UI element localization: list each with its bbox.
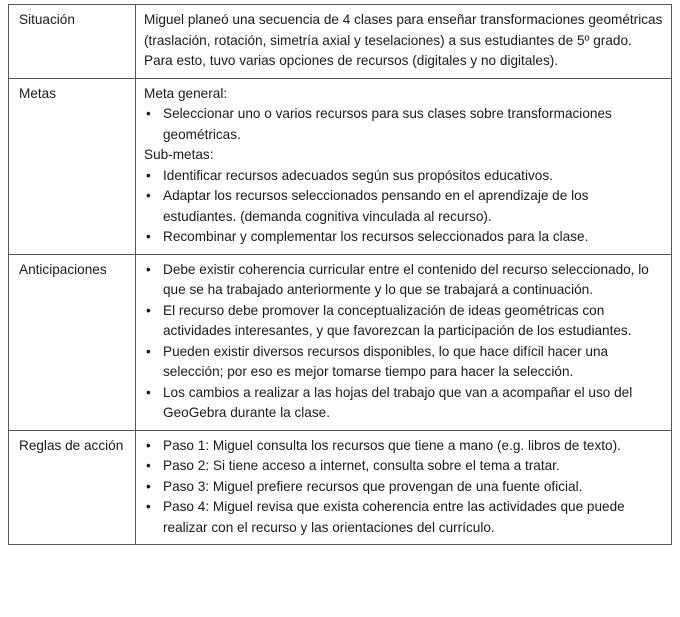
list-item bbox=[144, 497, 665, 538]
bullet-icon: • bbox=[146, 458, 151, 473]
bullet-icon: • bbox=[146, 343, 151, 359]
bullet-icon: • bbox=[146, 106, 151, 121]
list-item bbox=[144, 436, 665, 457]
list-item-text: El recurso debe promover la conceptualización de ideas geométricas con actividades interesantes, y que favorezcan la participación de los estudiantes. bbox=[163, 302, 632, 338]
row-label: Reglas de acción bbox=[9, 430, 136, 545]
list-item-text: Paso 1: Miguel consulta los recursos que tiene a mano (e.g. libros de texto). bbox=[163, 437, 621, 453]
general-goal-heading: Meta general: bbox=[144, 85, 228, 101]
list-item bbox=[144, 477, 665, 498]
table-row-situacion bbox=[9, 5, 672, 79]
row-content bbox=[136, 78, 672, 254]
list-item-text: Identificar recursos adecuados según sus propósitos educativos. bbox=[163, 167, 553, 183]
action-rules-list bbox=[144, 436, 665, 539]
list-item-text: Los cambios a realizar a las hojas del trabajo que van a acompañar el uso del GeoGebra durante la clase. bbox=[163, 384, 633, 420]
bullet-icon: • bbox=[146, 229, 151, 244]
row-label: Anticipaciones bbox=[9, 254, 136, 430]
bullet-icon: • bbox=[146, 261, 151, 277]
list-item-text: Debe existir coherencia curricular entre el contenido del recurso seleccionado, lo que se ha trabajado anteriormente y lo que se trabajará a continuación. bbox=[163, 261, 649, 297]
list-item bbox=[144, 260, 665, 301]
list-item-text: Paso 4: Miguel revisa que exista coherencia entre las actividades que puede realizar con el recurso y las orientaciones del currículo. bbox=[163, 499, 625, 535]
list-item-text: Pueden existir diversos recursos disponibles, lo que hace difícil hacer una selección; por eso es mejor tomarse tiempo para hacer la selección. bbox=[163, 343, 609, 379]
table-row-metas bbox=[9, 78, 672, 254]
bullet-icon: • bbox=[146, 188, 151, 203]
table-row-anticipaciones bbox=[9, 254, 672, 430]
list-item-text: Paso 2: Si tiene acceso a internet, consulta sobre el tema a tratar. bbox=[163, 458, 560, 473]
anticipations-list bbox=[144, 260, 665, 424]
bullet-icon: • bbox=[146, 384, 151, 400]
row-content bbox=[136, 430, 672, 545]
situation-paragraph: Para esto, tuvo varias opciones de recursos (digitales y no digitales). bbox=[144, 53, 559, 68]
bullet-icon: • bbox=[146, 478, 151, 494]
sub-goals-heading: Sub-metas: bbox=[144, 147, 214, 162]
row-content bbox=[136, 254, 672, 430]
list-item bbox=[144, 186, 665, 227]
list-item-text: Recombinar y complementar los recursos seleccionados para la clase. bbox=[163, 229, 589, 244]
list-item bbox=[144, 342, 665, 383]
list-item-text: Adaptar los recursos seleccionados pensando en el aprendizaje de los estudiantes. (demanda cognitiva vinculada al recurso). bbox=[163, 188, 589, 224]
list-item bbox=[144, 456, 665, 477]
situation-paragraph: Miguel planeó una secuencia de 4 clases para enseñar transformaciones geométricas (traslación, rotación, simetría axial y teselaciones) a sus estudiantes de 5º grado. bbox=[144, 12, 663, 48]
bullet-icon: • bbox=[146, 499, 151, 514]
list-item bbox=[144, 301, 665, 342]
row-content bbox=[136, 5, 672, 79]
sub-goals-list bbox=[144, 166, 665, 248]
general-goal-list bbox=[144, 104, 665, 145]
bullet-icon: • bbox=[146, 167, 151, 183]
bullet-icon: • bbox=[146, 437, 151, 453]
list-item bbox=[144, 104, 665, 145]
list-item-text: Paso 3: Miguel prefiere recursos que provengan de una fuente oficial. bbox=[163, 478, 583, 494]
row-label: Metas bbox=[9, 78, 136, 254]
row-label: Situación bbox=[9, 5, 136, 79]
table-row-reglas bbox=[9, 430, 672, 545]
list-item-text: Seleccionar uno o varios recursos para sus clases sobre transformaciones geométricas. bbox=[163, 106, 612, 142]
list-item bbox=[144, 227, 665, 248]
list-item bbox=[144, 383, 665, 424]
bullet-icon: • bbox=[146, 302, 151, 318]
list-item bbox=[144, 166, 665, 187]
content-table bbox=[8, 4, 672, 545]
